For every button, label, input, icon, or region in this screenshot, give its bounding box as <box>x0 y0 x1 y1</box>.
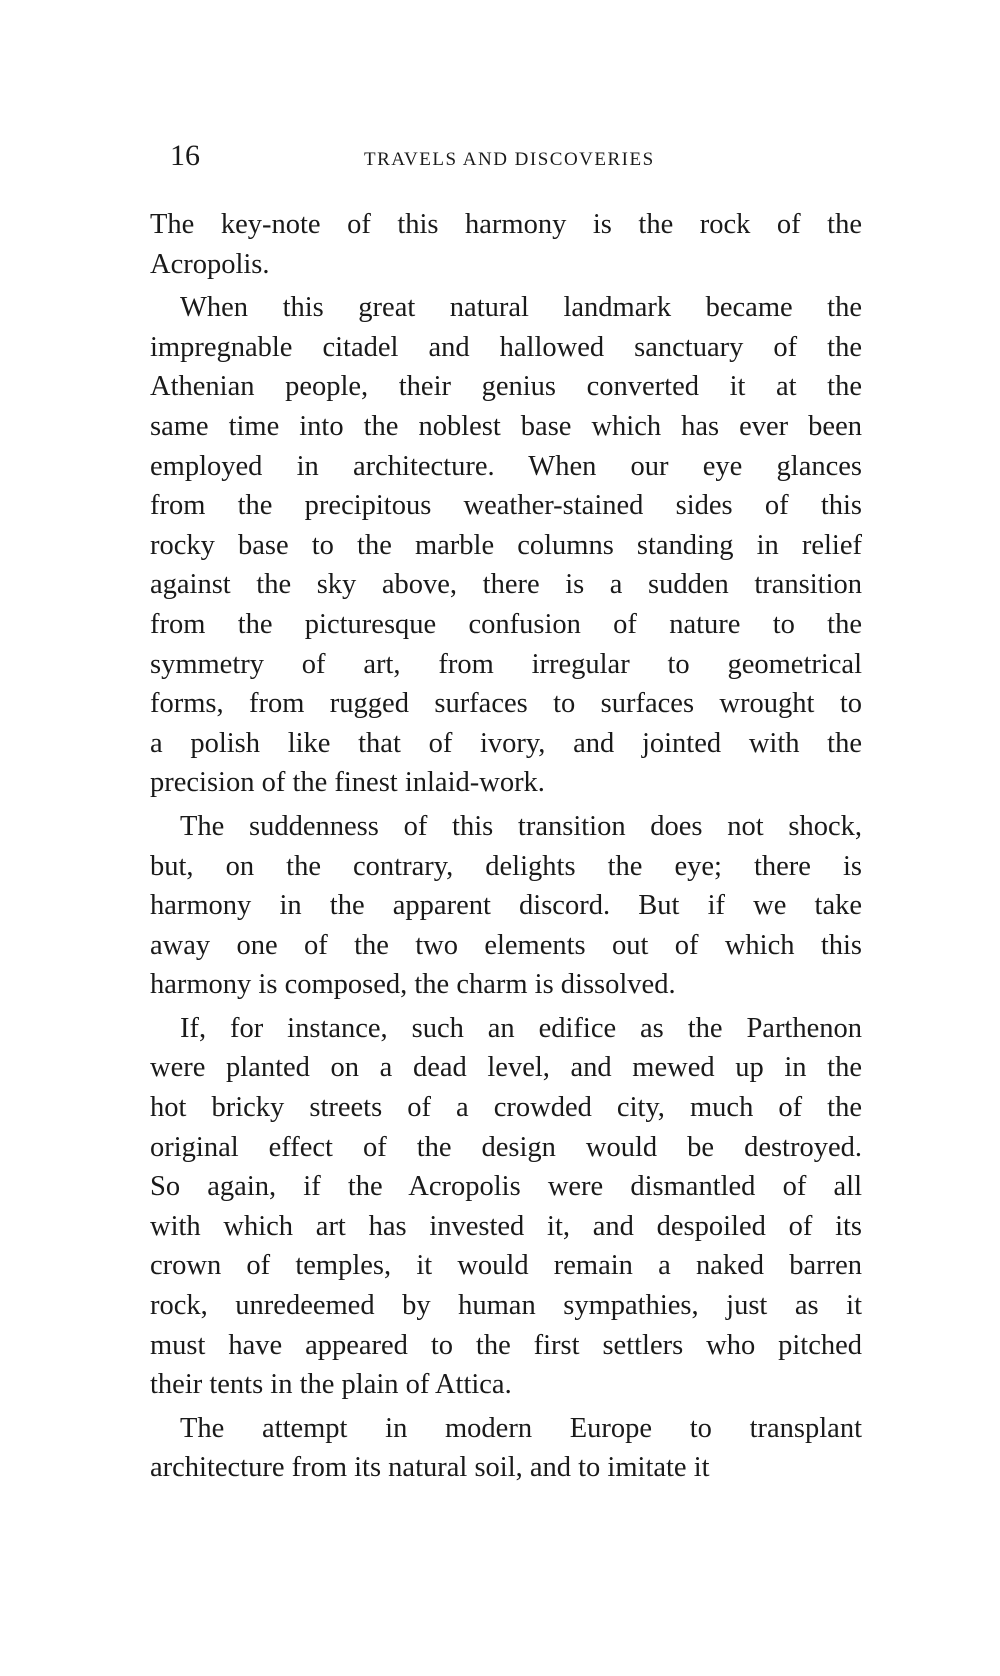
text-line: from the picturesque confusion of nature to the <box>150 608 862 640</box>
paragraph <box>150 288 862 803</box>
text-line: original effect of the design would be destroyed. <box>150 1131 862 1163</box>
page-number: 16 <box>170 139 200 172</box>
text-line: a polish like that of ivory, and jointed with the <box>150 727 862 759</box>
text-line: symmetry of art, from irregular to geometrical <box>150 648 862 680</box>
page-header <box>170 138 870 178</box>
text-line: from the precipitous weather-stained sides of this <box>150 490 862 522</box>
text-line: employed in architecture. When our eye glances <box>150 450 862 482</box>
text-line: hot bricky streets of a crowded city, much of the <box>150 1092 862 1124</box>
text-line: If, for instance, such an edifice as the Parthenon <box>180 1012 862 1044</box>
text-line: Acropolis. <box>150 248 270 280</box>
text-line: architecture from its natural soil, and to imitate it <box>150 1452 710 1484</box>
text-line: their tents in the plain of Attica. <box>150 1369 512 1401</box>
text-line: The suddenness of this transition does not shock, <box>180 810 862 842</box>
text-line: The key-note of this harmony is the rock of the <box>150 209 862 240</box>
text-line: When this great natural landmark became the <box>180 292 862 324</box>
text-line: The attempt in modern Europe to transplant <box>180 1412 862 1444</box>
paragraph <box>150 1409 862 1488</box>
text-line: were planted on a dead level, and mewed up in the <box>150 1052 862 1084</box>
text-line: rocky base to the marble columns standing in relief <box>150 529 862 561</box>
text-line: precision of the finest inlaid-work. <box>150 767 545 799</box>
paragraph <box>150 205 862 284</box>
body-text <box>150 205 862 1488</box>
text-line: must have appeared to the first settlers who pitched <box>150 1329 862 1361</box>
paragraph <box>150 1009 862 1405</box>
paragraph <box>150 807 862 1005</box>
text-line: same time into the noblest base which has ever been <box>150 410 862 442</box>
text-line: Athenian people, their genius converted it at the <box>150 371 862 403</box>
text-line: but, on the contrary, delights the eye; there is <box>150 850 862 882</box>
text-line: So again, if the Acropolis were dismantled of all <box>150 1171 862 1203</box>
text-line: harmony is composed, the charm is dissolved. <box>150 969 676 1001</box>
text-line: harmony in the apparent discord. But if we take <box>150 890 862 922</box>
text-line: forms, from rugged surfaces to surfaces wrought to <box>150 688 862 720</box>
text-line: crown of temples, it would remain a naked barren <box>150 1250 862 1282</box>
text-line: against the sky above, there is a sudden transition <box>150 569 862 601</box>
running-head: TRAVELS AND DISCOVERIES <box>364 149 655 170</box>
text-line: away one of the two elements out of which this <box>150 929 862 961</box>
text-line: impregnable citadel and hallowed sanctuary of the <box>150 331 862 363</box>
text-line: rock, unredeemed by human sympathies, just as it <box>150 1290 862 1322</box>
text-line: with which art has invested it, and despoiled of its <box>150 1210 862 1242</box>
